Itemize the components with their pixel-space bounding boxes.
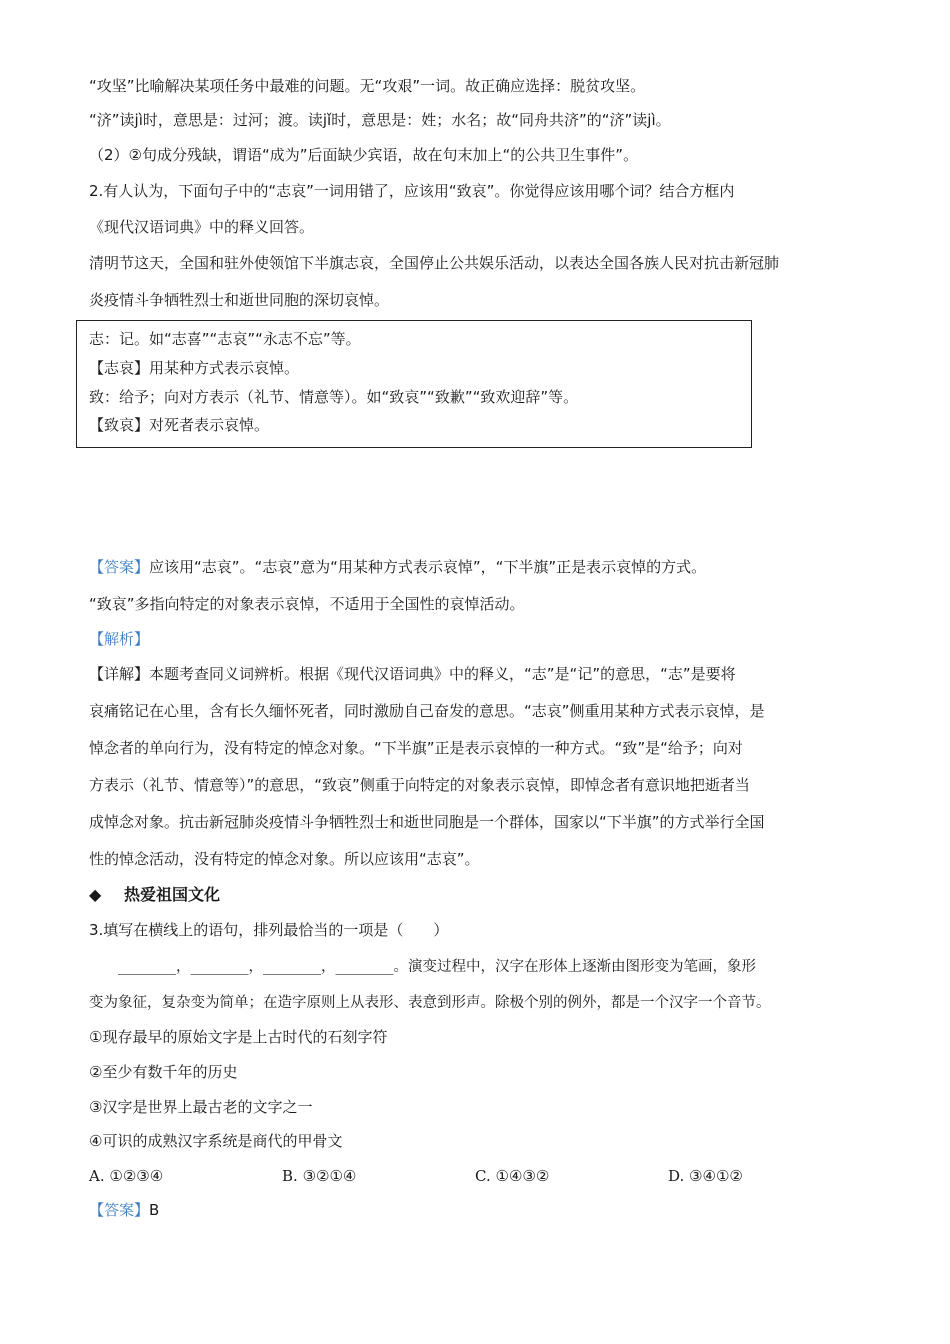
box-line-zhiai: 【志哀】用某种方式表示哀悼。 xyxy=(89,359,300,377)
option-d[interactable] xyxy=(668,1166,743,1186)
box-line-zhi2: 致：给予；向对方表示（礼节、情意等）。如“致哀”“致歉”“致欢迎辞”等。 xyxy=(89,388,579,406)
dictionary-box xyxy=(76,320,752,448)
sentence-4: ④可识的成熟汉字系统是商代的甲骨文 xyxy=(89,1132,343,1150)
question-2-stem: 2.有人认为，下面句子中的“志哀”一词用错了，应该用“致哀”。你觉得应该用哪个词？结合方框内 xyxy=(89,182,735,200)
sentence-3: ③汉字是世界上最古老的文字之一 xyxy=(89,1098,313,1116)
box-line-zhi: 志：记。如“志喜”“志哀”“永志不忘”等。 xyxy=(89,330,361,348)
line-gongjian: “攻坚”比喻解决某项任务中最难的问题。无“攻艰”一词。故正确应选择：脱贫攻坚。 xyxy=(89,77,646,95)
detail-line-4: 方表示（礼节、情意等）”的意思，“致哀”侧重于向特定的对象表示哀悼，即悼念者有意识地把逝者当 xyxy=(89,776,750,794)
option-a[interactable] xyxy=(89,1166,163,1186)
answer-3-value: B xyxy=(149,1201,160,1219)
detail-line-1: 【详解】本题考查同义词辨析。根据《现代汉语词典》中的释义，“志”是“记”的意思，“志”是要将 xyxy=(89,665,736,683)
option-d-text: ③④①② xyxy=(689,1167,743,1185)
box-line-zhiai2: 【致哀】对死者表示哀悼。 xyxy=(89,416,270,434)
answer-2-text: 应该用“志哀”。“志哀”意为“用某种方式表示哀悼”，“下半旗”正是表示哀悼的方式。 xyxy=(149,558,707,576)
line-q1-part2: （2）②句成分残缺，谓语“成为”后面缺少宾语，故在句末加上“的公共卫生事件”。 xyxy=(89,146,639,164)
answer-3-line xyxy=(89,1200,159,1220)
question-3-passage-1: ________，________，________，________。演变过程中，汉字在形体上逐渐由图形变为笔画，象形 xyxy=(118,959,756,975)
answer-3-tag: 【答案】 xyxy=(89,1201,150,1219)
option-d-label: D. xyxy=(668,1167,685,1185)
option-a-text: ①②③④ xyxy=(109,1167,164,1185)
question-2-sentence: 清明节这天，全国和驻外使领馆下半旗志哀，全国停止公共娱乐活动，以表达全国各族人民对抗击新冠肺 xyxy=(89,254,780,272)
answer-tag: 【答案】 xyxy=(89,558,150,576)
detail-line-2: 哀痛铭记在心里，含有长久缅怀死者，同时激励自己奋发的意思。“志哀”侧重用某种方式表示哀悼，是 xyxy=(89,702,765,720)
option-a-label: A. xyxy=(89,1167,105,1185)
question-3-stem: 3.填写在横线上的语句，排列最恰当的一项是（ ） xyxy=(89,921,449,939)
question-3-passage-2: 变为象征，复杂变为简单；在造字原则上从表形、表意到形声。除极个别的例外，都是一个汉字一个音节。 xyxy=(89,995,771,1011)
diamond-bullet-icon: ◆ xyxy=(89,885,102,904)
section-title: 热爱祖国文化 xyxy=(124,885,221,904)
analysis-tag: 【解析】 xyxy=(89,630,150,648)
answer-2-line2: “致哀”多指向特定的对象表示哀悼，不适用于全国性的哀悼活动。 xyxy=(89,595,525,613)
sentence-1: ①现存最早的原始文字是上古时代的石刻字符 xyxy=(89,1028,388,1046)
question-2-stem-cont: 《现代汉语词典》中的释义回答。 xyxy=(89,218,315,236)
question-2-sentence-cont: 炎疫情斗争牺牲烈士和逝世同胞的深切哀悼。 xyxy=(89,291,390,309)
sentence-2: ②至少有数千年的历史 xyxy=(89,1063,238,1081)
option-c-label: C. xyxy=(475,1167,491,1185)
line-ji-pronunciation: “济”读jì时，意思是：过河；渡。读jǐ时，意思是：姓；水名；故“同舟共济”的“济”读jì。 xyxy=(89,111,671,129)
detail-line-6: 性的悼念活动，没有特定的悼念对象。所以应该用“志哀”。 xyxy=(89,850,480,868)
answer-2-line1 xyxy=(89,557,706,577)
detail-line-5: 成悼念对象。抗击新冠肺炎疫情斗争牺牲烈士和逝世同胞是一个群体，国家以“下半旗”的方式举行全国 xyxy=(89,813,765,831)
option-c[interactable] xyxy=(475,1166,549,1186)
option-b-label: B. xyxy=(282,1167,298,1185)
option-c-text: ①④③② xyxy=(495,1167,550,1185)
option-b-text: ③②①④ xyxy=(302,1167,357,1185)
detail-line-3: 悼念者的单向行为，没有特定的悼念对象。“下半旗”正是表示哀悼的一种方式。“致”是“给予；向对 xyxy=(89,739,743,757)
option-b[interactable] xyxy=(282,1166,356,1186)
